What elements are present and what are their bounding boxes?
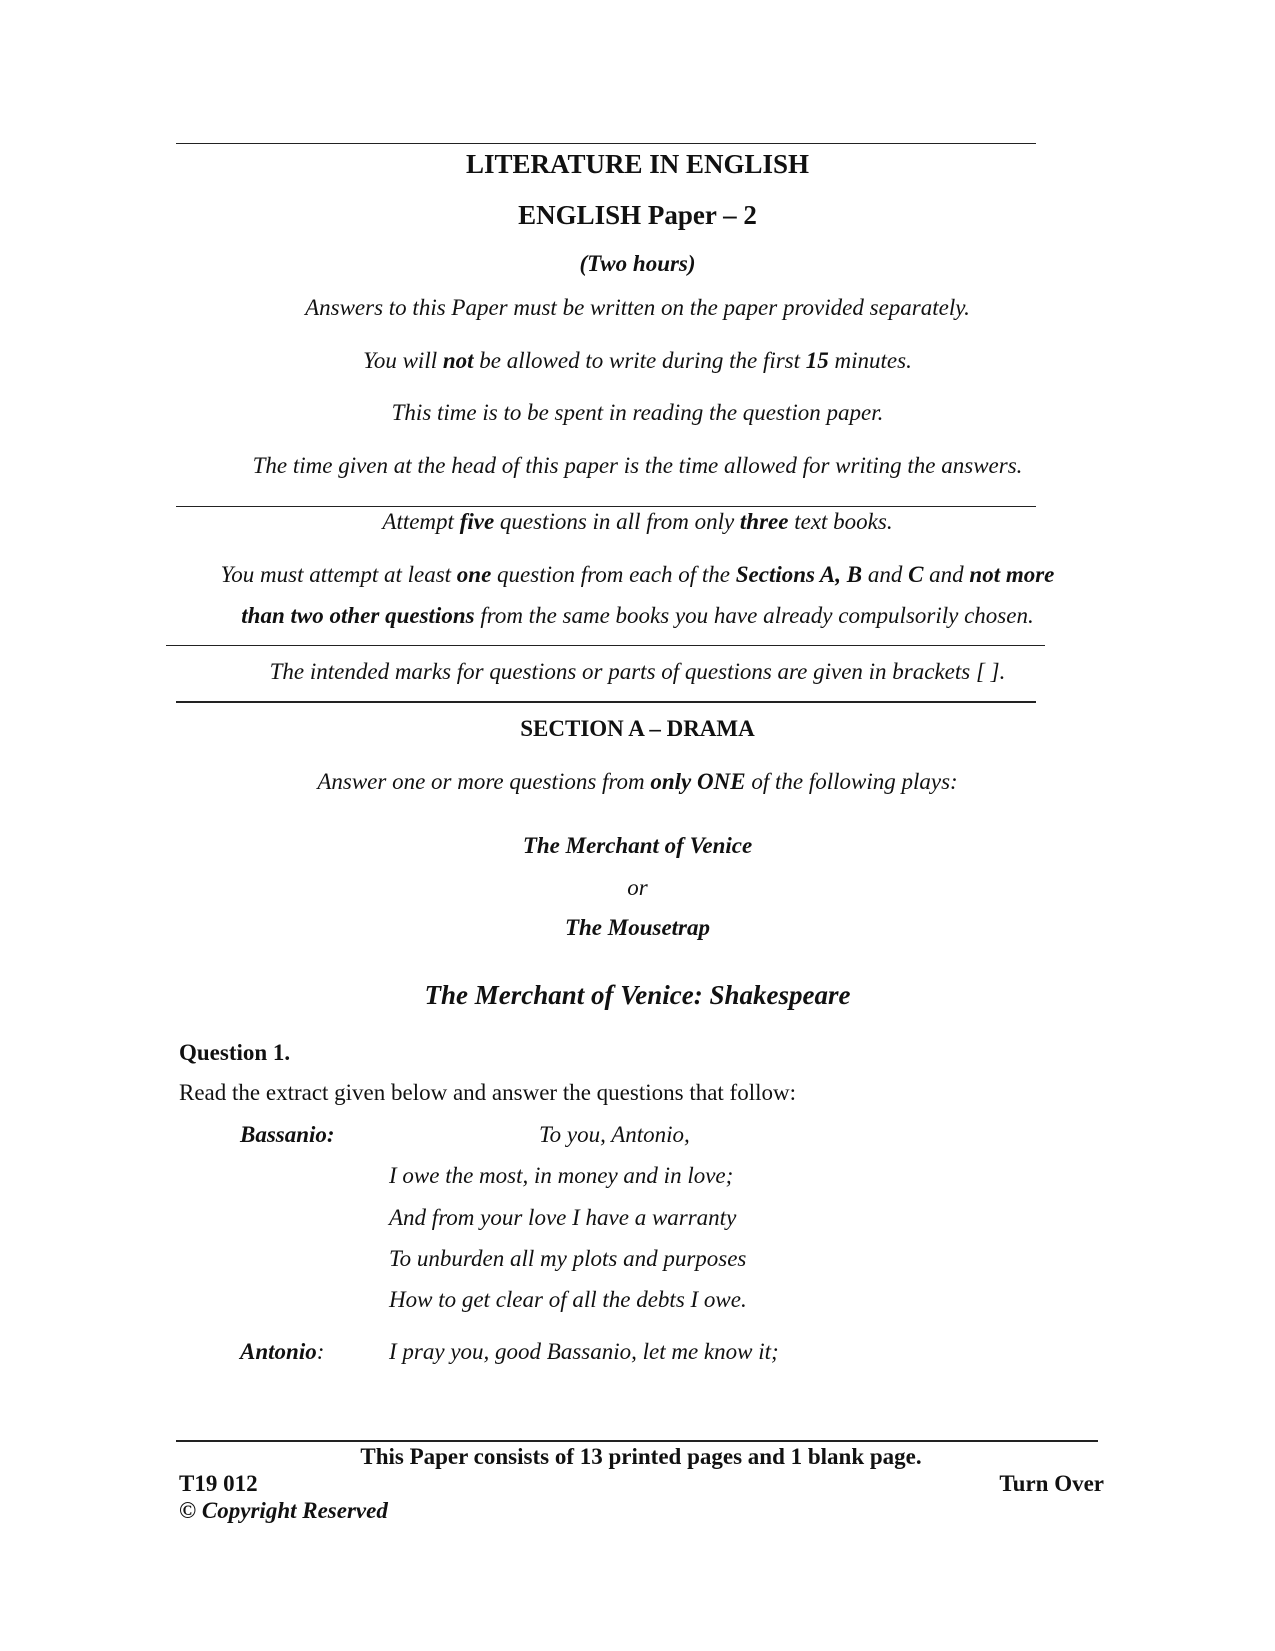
turn-over: Turn Over (999, 1471, 1104, 1496)
instruction-answers: Answers to this Paper must be written on the paper provided separately. (305, 295, 970, 320)
play-option-1: The Merchant of Venice (522, 833, 753, 858)
text-segment: You will (363, 348, 443, 373)
speaker-antonio (240, 1339, 324, 1365)
paper-code: T19 012 (179, 1471, 258, 1496)
extract-line: And from your love I have a warranty (389, 1205, 737, 1230)
top-rule (176, 143, 1036, 144)
speaker-bassanio: Bassanio: (240, 1122, 335, 1147)
text-segment: minutes. (828, 348, 912, 373)
text-segment: question from each of the (491, 562, 736, 587)
instruction-attempt (0, 509, 1275, 535)
instruction-no-write (0, 348, 1275, 374)
question-prompt: Read the extract given below and answer the questions that follow: (179, 1080, 796, 1105)
play-heading: The Merchant of Venice: Shakespeare (424, 980, 851, 1010)
text-segment: text books. (788, 509, 893, 534)
text-segment: Attempt (382, 509, 460, 534)
play-or: or (627, 875, 648, 900)
text-segment: and (862, 562, 909, 587)
extract-line: I pray you, good Bassanio, let me know it; (389, 1339, 779, 1364)
duration: (Two hours) (579, 251, 696, 276)
text-segment: only ONE (650, 769, 746, 794)
text-segment: Answer one or more questions from (317, 769, 651, 794)
pages-note: This Paper consists of 13 printed pages and 1 blank page. (360, 1444, 922, 1469)
speaker-antonio-colon: : (316, 1339, 325, 1364)
instruction-sections-cont (0, 603, 1275, 629)
text-segment: from the same books you have already compulsorily chosen. (474, 603, 1034, 628)
text-segment: and (923, 562, 970, 587)
copyright: © Copyright Reserved (179, 1498, 388, 1523)
text-segment: not (442, 348, 474, 373)
text-segment: 15 (805, 348, 829, 373)
text-segment: You must attempt at least (220, 562, 457, 587)
extract-line: To you, Antonio, (539, 1122, 690, 1147)
extract-line: I owe the most, in money and in love; (389, 1163, 734, 1188)
section-title: SECTION A – DRAMA (520, 716, 755, 741)
footer-rule (176, 1440, 1098, 1442)
instruction-reading-time: This time is to be spent in reading the question paper. (391, 400, 884, 425)
instruction-rule-1 (176, 506, 1036, 507)
text-segment: not more (969, 562, 1055, 587)
text-segment: than two other questions (241, 603, 475, 628)
text-segment: of the following plays: (745, 769, 958, 794)
text-segment: three (739, 509, 789, 534)
speaker-antonio-name: Antonio (240, 1339, 317, 1364)
text-segment: Sections A, B (735, 562, 863, 587)
extract-line: To unburden all my plots and purposes (389, 1246, 747, 1271)
text-segment: five (459, 509, 495, 534)
text-segment: C (908, 562, 924, 587)
paper-title: ENGLISH Paper – 2 (518, 200, 757, 230)
text-segment: one (456, 562, 492, 587)
play-option-2: The Mousetrap (564, 915, 711, 940)
instruction-time-given: The time given at the head of this paper is the time allowed for writing the answers. (252, 453, 1023, 478)
text-segment: questions in all from only (494, 509, 740, 534)
instruction-rule-3 (176, 701, 1036, 703)
question-label: Question 1. (179, 1040, 291, 1065)
instruction-marks: The intended marks for questions or parts of questions are given in brackets [ ]. (269, 659, 1006, 684)
extract-line: How to get clear of all the debts I owe. (389, 1287, 747, 1312)
subject-title: LITERATURE IN ENGLISH (465, 149, 810, 179)
instruction-sections (0, 562, 1275, 588)
text-segment: be allowed to write during the first (473, 348, 806, 373)
section-instruction (0, 769, 1275, 795)
instruction-rule-2 (166, 645, 1045, 646)
